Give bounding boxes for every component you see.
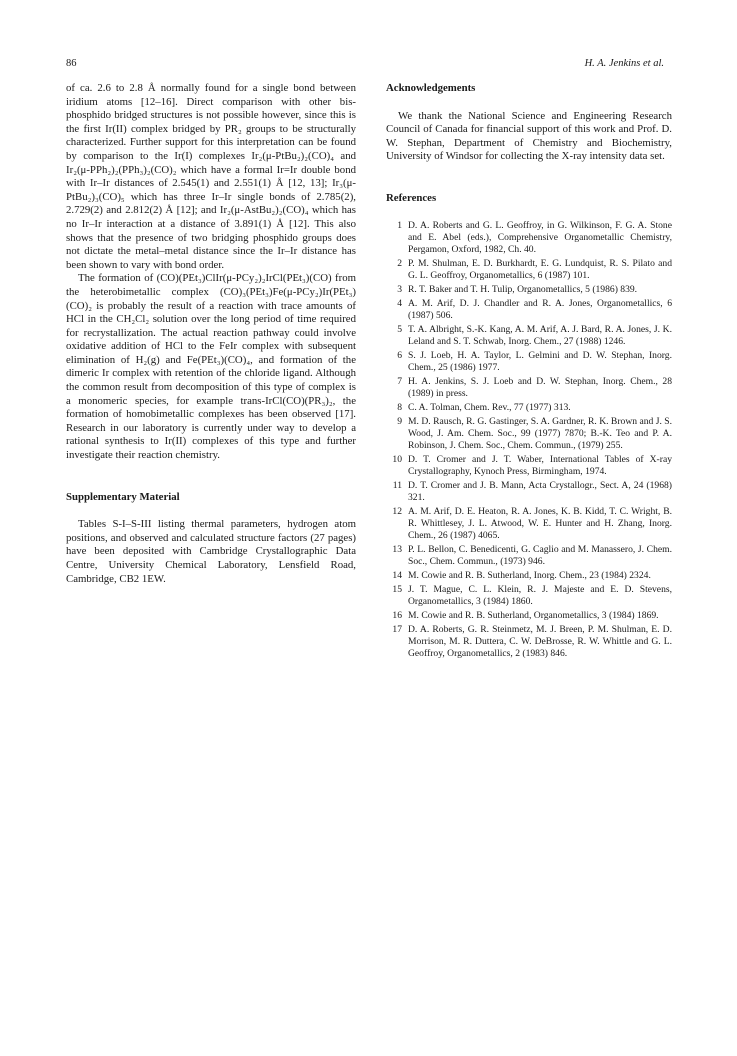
reference-item	[386, 284, 672, 296]
acknowledgements-text: We thank the National Science and Engineering Research Council of Canada for financial support of this work and Prof. D. W. Stephan, Department of Chemistry and Biochemistry, University of Windsor for collecting the X-ray intensity data set.	[386, 109, 672, 163]
acknowledgements-heading: Acknowledgements	[386, 82, 476, 94]
reference-number: 4	[397, 297, 402, 309]
body-paragraph-2: The formation of (CO)(PEt₃)ClIr(μ-PCy₂)₂IrCl(PEt₃)(CO) from the heterobimetallic complex (CO)₃(PEt₃)Fe(μ-PCy₂)Ir(PEt₃)(CO)₂ is probably the result of a reaction with trace amounts of HCl in the CH₂Cl₂ solution over the long period of time required for recrystallization. The actual reaction pathway could involve oxidative addition of HCl to the FeIr complex with subsequent elimination of H₂(g) and Fe(PEt₃)(CO)₄, and formation of the dimeric Ir complex with retention of the chloride ligand. Although the common result from decomposition of this type of complex is a monomeric species, for example trans-IrCl(CO)(PR₃)₂, the formation of homobimetallic complexes has been observed [17]. Research in our laboratory is currently under way to develop a rational synthesis to Ir(II) complexes of this type and further investigate their reaction chemistry.	[66, 272, 356, 462]
reference-text: D. A. Roberts and G. L. Geoffroy, in G. Wilkinson, F. G. A. Stone and E. Abel (eds.), Comprehensive Organometallic Chemistry, Pergamon, Oxford, 1982, Ch. 40.	[408, 219, 672, 255]
right-column	[386, 82, 672, 662]
reference-number: 16	[392, 609, 402, 621]
reference-number: 17	[392, 623, 402, 635]
reference-text: M. Cowie and R. B. Sutherland, Organometallics, 3 (1984) 1869.	[408, 609, 659, 621]
reference-text: D. T. Cromer and J. B. Mann, Acta Crystallogr., Sect. A, 24 (1968) 321.	[408, 479, 672, 503]
reference-number: 10	[392, 453, 402, 465]
reference-item	[386, 350, 672, 374]
reference-number: 3	[397, 283, 402, 295]
running-head: H. A. Jenkins et al.	[584, 58, 664, 69]
reference-text: M. Cowie and R. B. Sutherland, Inorg. Chem., 23 (1984) 2324.	[408, 569, 651, 581]
reference-item	[386, 454, 672, 478]
reference-number: 7	[397, 375, 402, 387]
reference-item	[386, 570, 672, 582]
left-column	[66, 82, 356, 586]
reference-text: A. M. Arif, D. E. Heaton, R. A. Jones, K. B. Kidd, T. C. Wright, B. R. Whittlesey, J. L. Atwood, W. E. Hunter and H. Zhang, Inorg. Chem., 26 (1987) 4065.	[408, 505, 672, 541]
body-paragraph-1: of ca. 2.6 to 2.8 Å normally found for a single bond between iridium atoms [12–16]. Direct comparison with other bis-phosphido bridged structures is not possible however, since this is the first Ir(II) complex bridged by PR₂ groups to be structurally characterized. Further support for this interpretation can be found by comparison to the Ir(I) complexes Ir₂(μ-PtBu₂)₂(CO)₄ and Ir₂(μ-PPh₂)₂(PPh₃)₂(CO)₂ which have a formal Ir=Ir double bond with Ir–Ir distances of 2.545(1) and 2.551(1) Å [12, 13]; Ir₃(μ-PtBu₂)₃(CO)₅ which has three Ir–Ir single bonds of 2.785(2), 2.729(2) and 2.812(2) Å [12]; and Ir₂(μ-AstBu₂)₂(CO)₄ which has no Ir–Ir interaction at a distance of 3.891(1) Å [12]. This also shows that the presence of two bridging phosphido groups does not dictate the metal–metal distance since the Ir–Ir distance has been shown to vary with bond order.	[66, 82, 356, 271]
reference-item	[386, 298, 672, 322]
reference-text: A. M. Arif, D. J. Chandler and R. A. Jones, Organometallics, 6 (1987) 506.	[408, 297, 672, 321]
reference-number: 6	[397, 349, 402, 361]
reference-number: 9	[397, 415, 402, 427]
reference-text: J. T. Mague, C. L. Klein, R. J. Majeste and E. D. Stevens, Organometallics, 3 (1984) 1860.	[408, 583, 672, 607]
reference-text: H. A. Jenkins, S. J. Loeb and D. W. Stephan, Inorg. Chem., 28 (1989) in press.	[408, 375, 672, 399]
reference-number: 12	[392, 505, 402, 517]
reference-text: M. D. Rausch, R. G. Gastinger, S. A. Gardner, R. K. Brown and J. S. Wood, J. Am. Chem. Soc., 99 (1977) 7870; B.-K. Teo and P. A. Robinson, J. Chem. Soc., Chem. Commun., (1979) 255.	[408, 415, 672, 451]
reference-item	[386, 506, 672, 542]
page-number: 86	[66, 58, 77, 69]
reference-item	[386, 610, 672, 622]
reference-number: 11	[392, 479, 402, 491]
reference-item	[386, 416, 672, 452]
reference-item	[386, 544, 672, 568]
reference-list	[386, 220, 672, 660]
reference-number: 14	[392, 569, 402, 581]
reference-number: 13	[392, 543, 402, 555]
reference-number: 2	[397, 257, 402, 269]
reference-number: 5	[397, 323, 402, 335]
reference-text: T. A. Albright, S.-K. Kang, A. M. Arif, A. J. Bard, R. A. Jones, J. K. Leland and S. T. Schwab, Inorg. Chem., 27 (1988) 1246.	[408, 323, 672, 347]
reference-item	[386, 324, 672, 348]
reference-text: P. L. Bellon, C. Benedicenti, G. Caglio and M. Manassero, J. Chem. Soc., Chem. Commun., (1973) 946.	[408, 543, 672, 567]
reference-item	[386, 376, 672, 400]
reference-text: D. A. Roberts, G. R. Steinmetz, M. J. Breen, P. M. Shulman, E. D. Morrison, M. R. Duttera, C. W. DeBrosse, R. W. Whittle and G. L. Geoffroy, Organometallics, 2 (1983) 846.	[408, 623, 672, 659]
supplementary-heading: Supplementary Material	[66, 490, 180, 503]
reference-number: 15	[392, 583, 402, 595]
reference-text: P. M. Shulman, E. D. Burkhardt, E. G. Lundquist, R. S. Pilato and G. L. Geoffroy, Organometallics, 6 (1987) 101.	[408, 257, 672, 281]
reference-item	[386, 220, 672, 256]
reference-text: D. T. Cromer and J. T. Waber, International Tables of X-ray Crystallography, Kynoch Press, Birmingham, 1974.	[408, 453, 672, 477]
reference-item	[386, 480, 672, 504]
reference-item	[386, 402, 672, 414]
reference-number: 8	[397, 401, 402, 413]
reference-item	[386, 624, 672, 660]
reference-text: C. A. Tolman, Chem. Rev., 77 (1977) 313.	[408, 401, 571, 413]
reference-item	[386, 258, 672, 282]
reference-item	[386, 584, 672, 608]
references-heading: References	[386, 191, 437, 204]
reference-number: 1	[397, 219, 402, 231]
reference-text: S. J. Loeb, H. A. Taylor, L. Gelmini and D. W. Stephan, Inorg. Chem., 25 (1986) 1977.	[408, 349, 672, 373]
reference-text: R. T. Baker and T. H. Tulip, Organometallics, 5 (1986) 839.	[408, 283, 638, 295]
supplementary-text: Tables S-I–S-III listing thermal parameters, hydrogen atom positions, and observed and calculated structure factors (27 pages) have been deposited with Cambridge Crystallographic Data Centre, University Chemical Laboratory, Lensfield Road, Cambridge, CB2 1EW.	[66, 518, 356, 585]
